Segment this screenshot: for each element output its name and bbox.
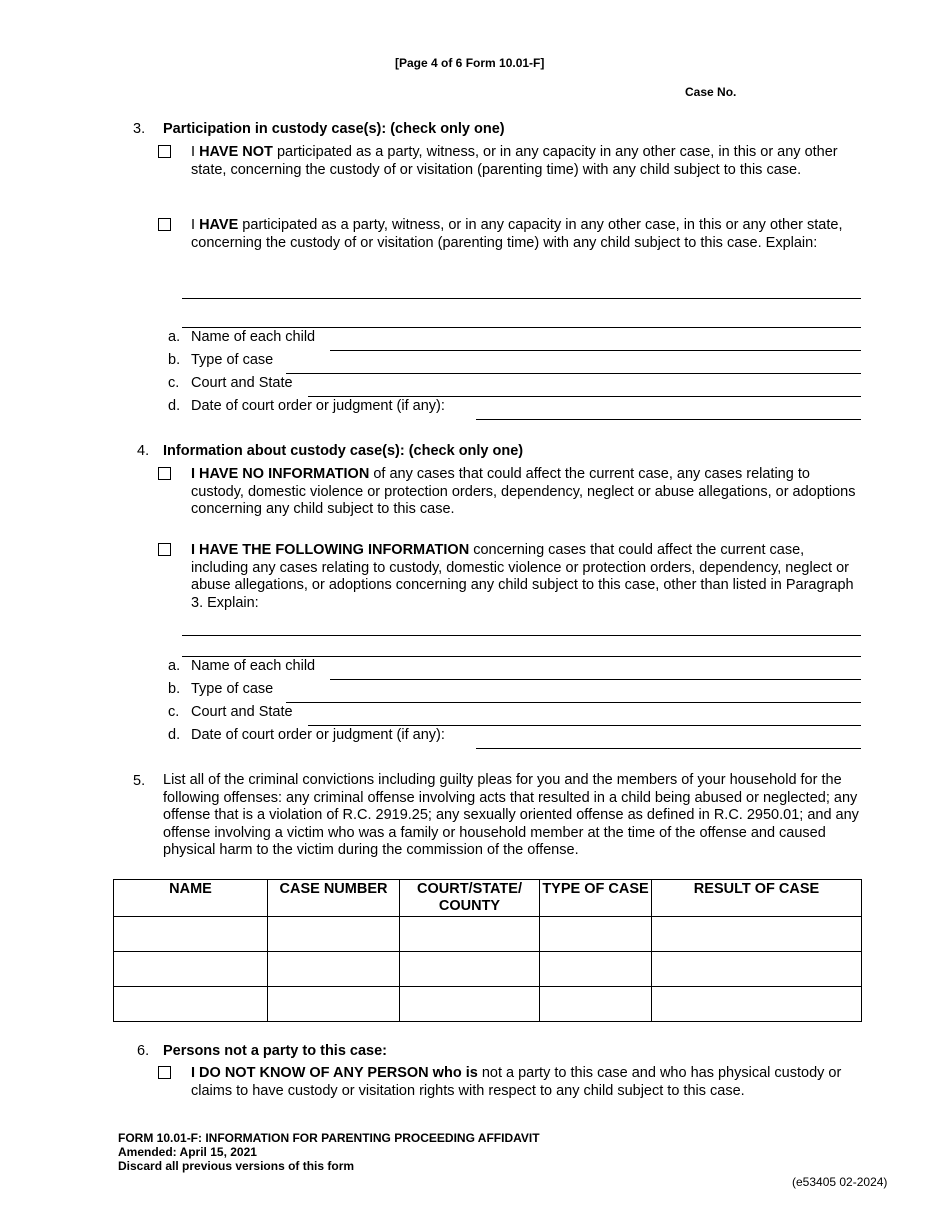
table-cell[interactable] xyxy=(540,952,652,987)
footer-form-title: FORM 10.01-F: INFORMATION FOR PARENTING PROCEEDING AFFIDAVIT xyxy=(118,1131,540,1145)
section5-number: 5. xyxy=(133,773,146,789)
section4-explain-line-2[interactable] xyxy=(182,656,861,657)
table-cell[interactable] xyxy=(400,952,540,987)
table-cell[interactable] xyxy=(268,952,400,987)
section4-field-a-label: Name of each child xyxy=(191,658,316,674)
section3-explain-line-2[interactable] xyxy=(182,327,861,328)
section6-title: Persons not a party to this case: xyxy=(163,1043,388,1059)
section4-field-d-line[interactable] xyxy=(476,748,861,749)
table-row xyxy=(114,952,862,987)
section6-number: 6. xyxy=(137,1043,150,1059)
col-header-court-state-county: COURT/STATE/ COUNTY xyxy=(400,880,540,917)
section4-field-b-label: Type of case xyxy=(191,681,274,697)
table-cell[interactable] xyxy=(540,987,652,1022)
section4-field-c-line[interactable] xyxy=(308,725,861,726)
table-cell[interactable] xyxy=(652,917,862,952)
section3-field-b-label: Type of case xyxy=(191,352,274,368)
section4-field-b-letter: b. xyxy=(168,681,181,697)
section4-field-b-line[interactable] xyxy=(286,702,861,703)
footer-form-code: (e53405 02-2024) xyxy=(792,1175,888,1189)
section4-no-info-text: I HAVE NO INFORMATION of any cases that could affect the current case, any cases relating to custody, domestic violence or protection orders, dependency, neglect or abuse allegations, or adoptions concerning any child subject to this case. xyxy=(191,466,856,517)
section3-field-c-label: Court and State xyxy=(191,375,293,391)
section3-field-a-label: Name of each child xyxy=(191,329,316,345)
footer-discard-note: Discard all previous versions of this form xyxy=(118,1159,355,1173)
col-header-case-number: CASE NUMBER xyxy=(268,880,400,917)
section4-field-d-letter: d. xyxy=(168,727,181,743)
table-cell[interactable] xyxy=(540,917,652,952)
section3-field-c-line[interactable] xyxy=(308,396,861,397)
table-cell[interactable] xyxy=(652,952,862,987)
table-cell[interactable] xyxy=(400,987,540,1022)
section3-field-a-letter: a. xyxy=(168,329,181,345)
col-header-type-of-case: TYPE OF CASE xyxy=(540,880,652,917)
section3-have-checkbox[interactable] xyxy=(158,218,171,231)
section3-have-not-checkbox[interactable] xyxy=(158,145,171,158)
section4-field-c-label: Court and State xyxy=(191,704,293,720)
section3-field-d-label: Date of court order or judgment (if any): xyxy=(191,398,445,414)
case-no-label: Case No. xyxy=(685,85,737,99)
section3-have-not-text: I HAVE NOT participated as a party, witness, or in any capacity in any other case, in this or any other state, concerning the custody of or visitation (parenting time) with any child subject to this case. xyxy=(191,144,838,178)
section3-title: Participation in custody case(s): (check only one) xyxy=(163,121,505,137)
section4-number: 4. xyxy=(137,443,150,459)
section3-have-text: I HAVE participated as a party, witness, or in any capacity in any other case, in this or any other state, concerning the custody of or visitation (parenting time) with any child subject to this case. Explain: xyxy=(191,217,843,251)
table-cell[interactable] xyxy=(114,987,268,1022)
table-cell[interactable] xyxy=(652,987,862,1022)
section3-field-d-letter: d. xyxy=(168,398,181,414)
table-cell[interactable] xyxy=(400,917,540,952)
section4-title: Information about custody case(s): (check only one) xyxy=(163,443,524,459)
section4-field-a-line[interactable] xyxy=(330,679,861,680)
section4-following-info-checkbox[interactable] xyxy=(158,543,171,556)
table-row xyxy=(114,917,862,952)
table-cell[interactable] xyxy=(268,917,400,952)
table-cell[interactable] xyxy=(114,917,268,952)
section4-field-d-label: Date of court order or judgment (if any): xyxy=(191,727,445,743)
section4-no-info-checkbox[interactable] xyxy=(158,467,171,480)
section3-explain-line-1[interactable] xyxy=(182,298,861,299)
section4-explain-line-1[interactable] xyxy=(182,635,861,636)
convictions-table xyxy=(113,879,862,1022)
section3-field-c-letter: c. xyxy=(168,375,180,391)
section3-field-b-letter: b. xyxy=(168,352,181,368)
footer-amended: Amended: April 15, 2021 xyxy=(118,1145,257,1159)
section4-field-a-letter: a. xyxy=(168,658,181,674)
section3-number: 3. xyxy=(133,121,146,137)
section4-field-c-letter: c. xyxy=(168,704,180,720)
section4-following-info-text: I HAVE THE FOLLOWING INFORMATION concerning cases that could affect the current case, including any cases relating to custody, domestic violence or protection orders, dependency, neglect or abuse allegations, or adoptions concerning any child subject to this case, other than listed in Paragraph 3. Explain: xyxy=(191,542,854,611)
section6-do-not-know-checkbox[interactable] xyxy=(158,1066,171,1079)
table-row xyxy=(114,987,862,1022)
section3-field-d-line[interactable] xyxy=(476,419,861,420)
section3-field-a-line[interactable] xyxy=(330,350,861,351)
col-header-result-of-case: RESULT OF CASE xyxy=(652,880,862,917)
col-header-name: NAME xyxy=(114,880,268,917)
section3-field-b-line[interactable] xyxy=(286,373,861,374)
page-label: [Page 4 of 6 Form 10.01-F] xyxy=(395,56,545,70)
convictions-header-row xyxy=(114,880,862,917)
section6-do-not-know-text: I DO NOT KNOW OF ANY PERSON who is not a party to this case and who has physical custody or claims to have custody or visitation rights with respect to any child subject to this case. xyxy=(191,1065,842,1099)
section5-text: List all of the criminal convictions including guilty pleas for you and the members of your household for the following offenses: any criminal offense involving acts that resulted in a child being abused or neglected; any offense that is a violation of R.C. 2919.25; any sexually oriented offense as defined in R.C. 2950.01; and any offense involving a victim who was a family or household member at the time of the offense and caused physical harm to the victim during the commission of the offense. xyxy=(163,772,859,858)
table-cell[interactable] xyxy=(268,987,400,1022)
table-cell[interactable] xyxy=(114,952,268,987)
